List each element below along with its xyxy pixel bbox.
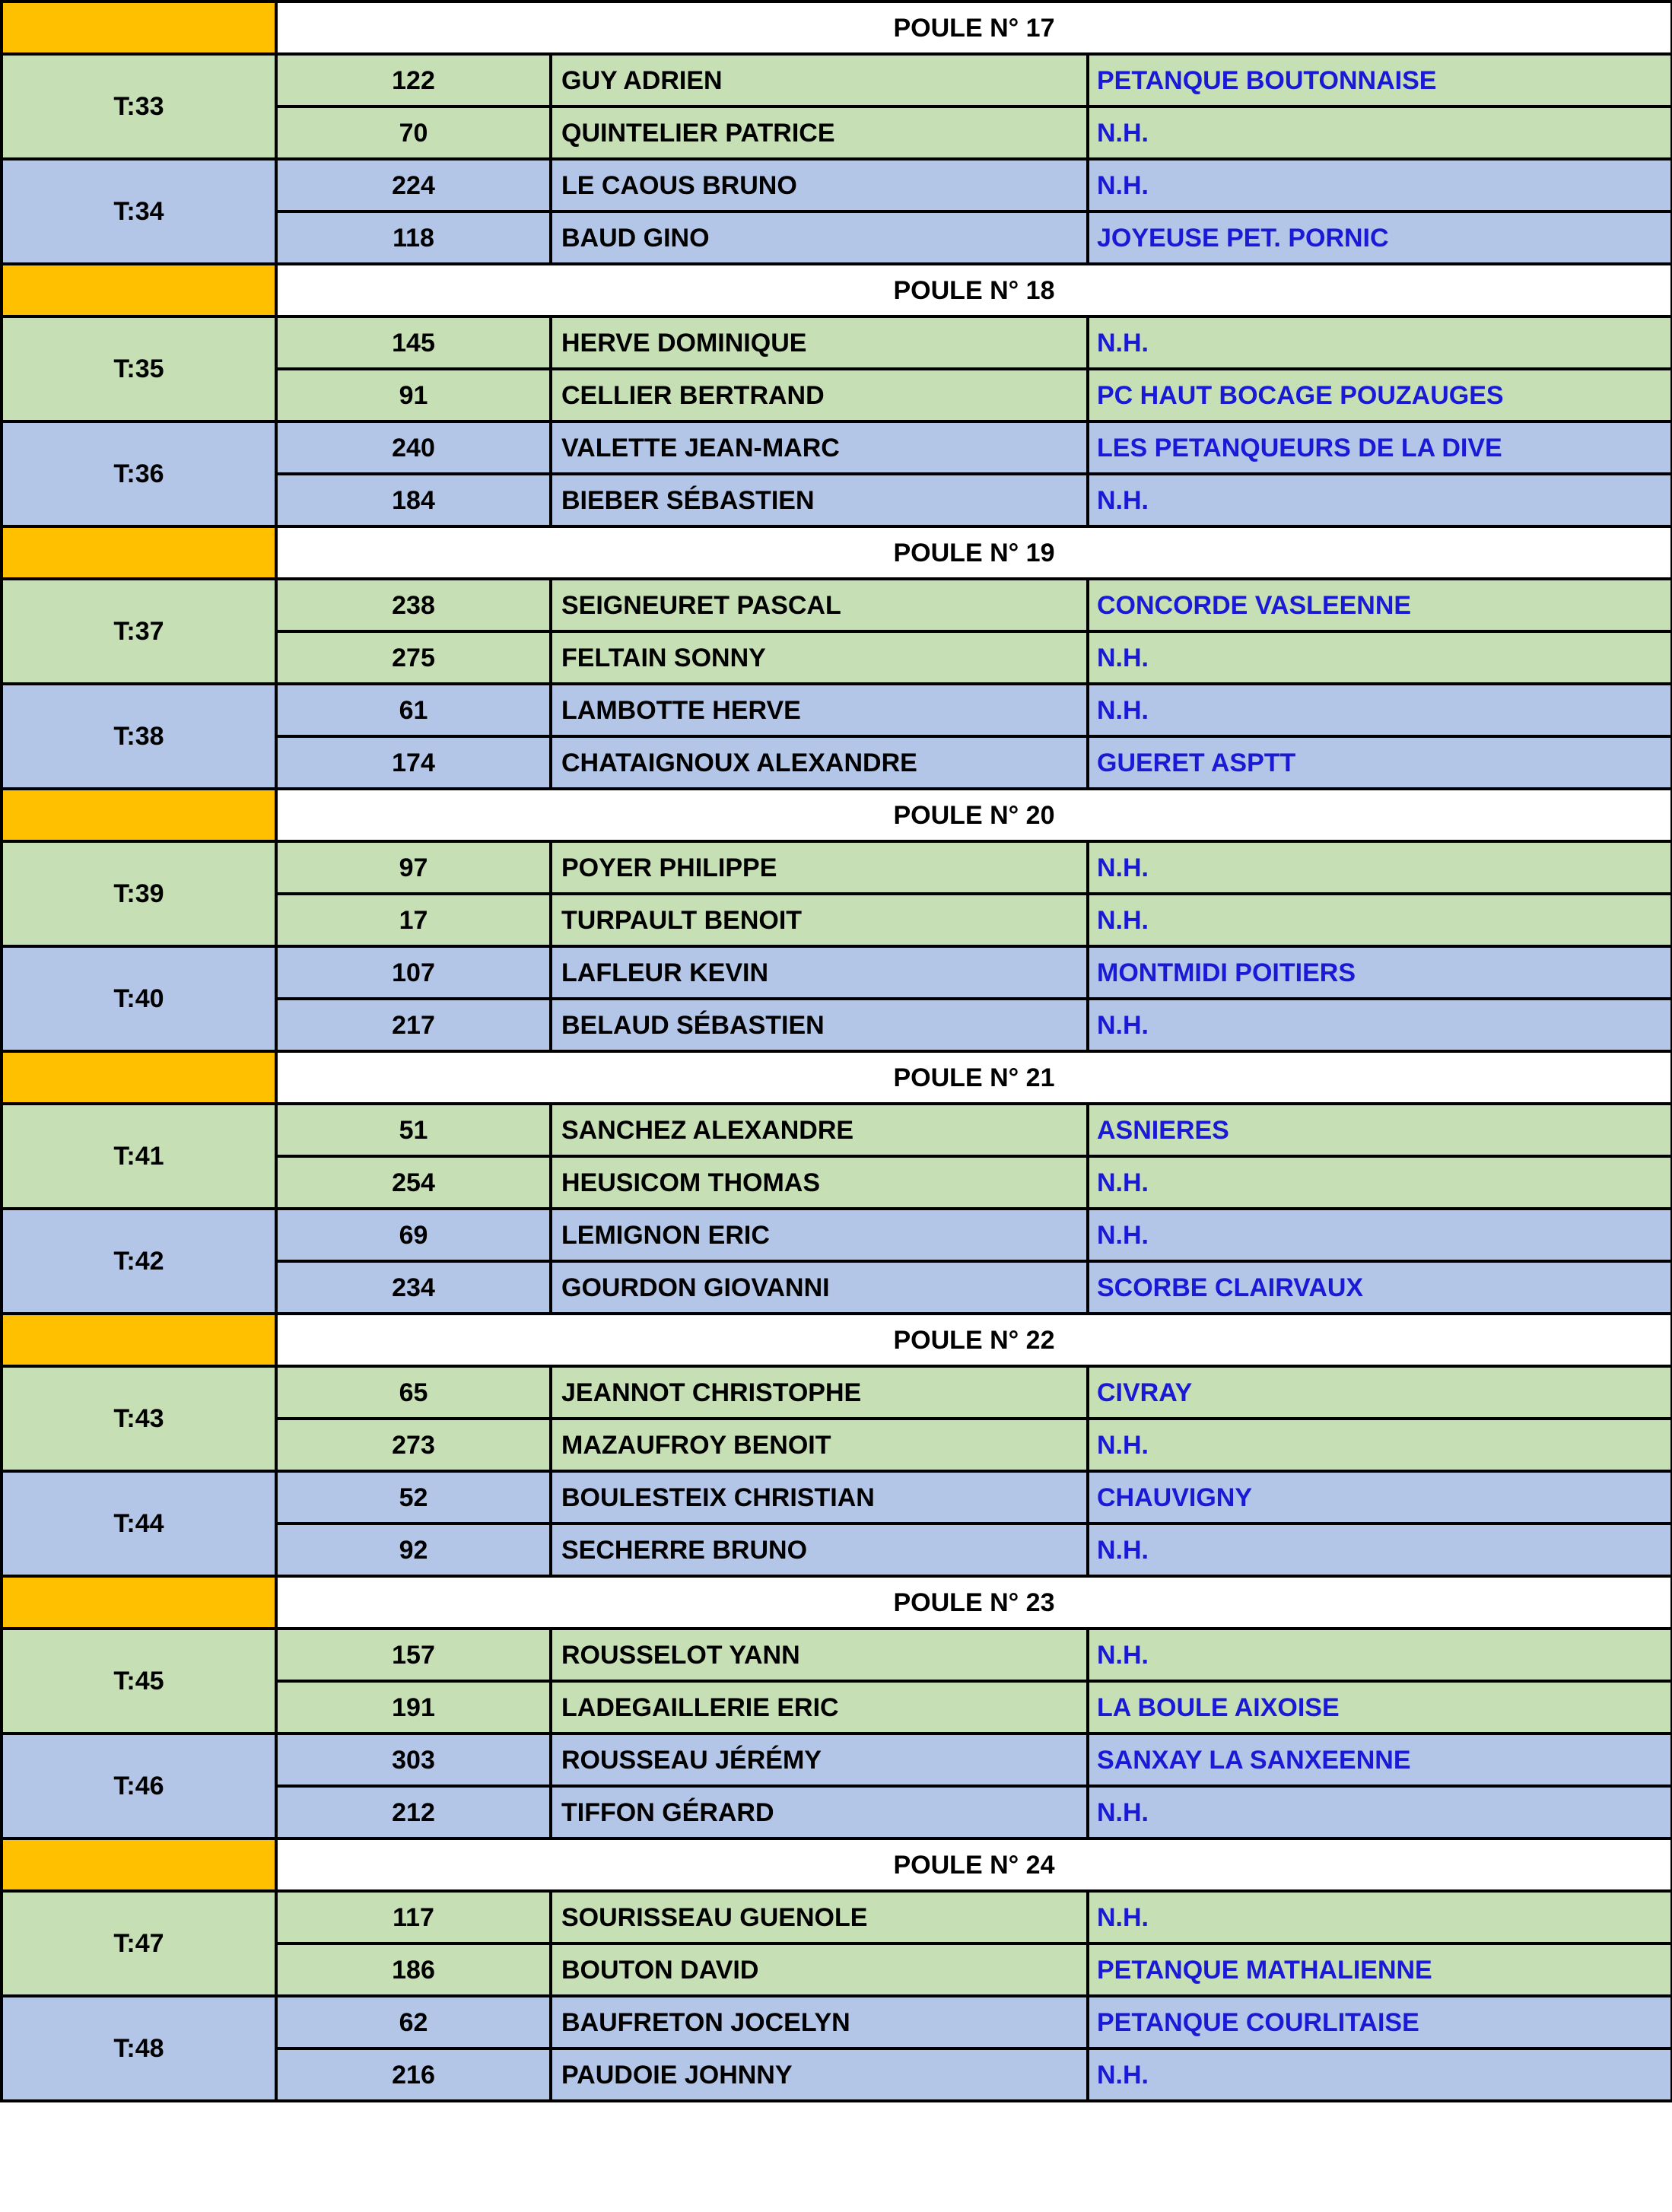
player-club: MONTMIDI POITIERS	[1088, 946, 1672, 999]
table-number-label: T:45	[2, 1629, 276, 1734]
player-number: 191	[276, 1681, 551, 1734]
player-number: 107	[276, 946, 551, 999]
poule-header-row	[2, 526, 1672, 579]
player-row	[2, 579, 1672, 631]
player-number: 186	[276, 1943, 551, 1996]
player-number: 122	[276, 54, 551, 106]
player-club: N.H.	[1088, 999, 1672, 1051]
table-number-label: T:38	[2, 684, 276, 789]
player-name: QUINTELIER PATRICE	[551, 106, 1088, 159]
poule-color-block	[2, 264, 276, 316]
player-club: N.H.	[1088, 106, 1672, 159]
table-number-label: T:48	[2, 1996, 276, 2101]
player-number: 273	[276, 1419, 551, 1471]
poule-title: POULE N° 21	[276, 1051, 1672, 1104]
table-number-label: T:33	[2, 54, 276, 159]
player-row	[2, 54, 1672, 106]
player-club: N.H.	[1088, 1419, 1672, 1471]
player-club: JOYEUSE PET. PORNIC	[1088, 211, 1672, 264]
player-name: VALETTE JEAN-MARC	[551, 421, 1088, 474]
player-row	[2, 1209, 1672, 1261]
player-name: PAUDOIE JOHNNY	[551, 2048, 1088, 2101]
player-name: POYER PHILIPPE	[551, 841, 1088, 894]
player-name: LADEGAILLERIE ERIC	[551, 1681, 1088, 1734]
poule-color-block	[2, 526, 276, 579]
player-name: BELAUD SÉBASTIEN	[551, 999, 1088, 1051]
player-club: CIVRAY	[1088, 1366, 1672, 1419]
table-number-label: T:44	[2, 1471, 276, 1576]
player-number: 70	[276, 106, 551, 159]
player-row	[2, 684, 1672, 736]
player-name: HEUSICOM THOMAS	[551, 1156, 1088, 1209]
player-number: 174	[276, 736, 551, 789]
player-name: MAZAUFROY BENOIT	[551, 1419, 1088, 1471]
player-name: SOURISSEAU GUENOLE	[551, 1891, 1088, 1943]
player-club: N.H.	[1088, 684, 1672, 736]
player-club: N.H.	[1088, 474, 1672, 526]
poule-title: POULE N° 17	[276, 2, 1672, 54]
player-row	[2, 421, 1672, 474]
player-number: 92	[276, 1524, 551, 1576]
player-club: LA BOULE AIXOISE	[1088, 1681, 1672, 1734]
player-row	[2, 1734, 1672, 1786]
player-name: ROUSSEAU JÉRÉMY	[551, 1734, 1088, 1786]
player-club: SANXAY LA SANXEENNE	[1088, 1734, 1672, 1786]
player-number: 62	[276, 1996, 551, 2048]
player-name: BAUD GINO	[551, 211, 1088, 264]
player-name: JEANNOT CHRISTOPHE	[551, 1366, 1088, 1419]
player-number: 238	[276, 579, 551, 631]
table-number-label: T:35	[2, 316, 276, 421]
poule-title: POULE N° 22	[276, 1314, 1672, 1366]
player-number: 51	[276, 1104, 551, 1156]
table-number-label: T:41	[2, 1104, 276, 1209]
player-number: 61	[276, 684, 551, 736]
player-number: 212	[276, 1786, 551, 1839]
player-club: CONCORDE VASLEENNE	[1088, 579, 1672, 631]
poule-color-block	[2, 2, 276, 54]
player-number: 184	[276, 474, 551, 526]
player-club: GUERET ASPTT	[1088, 736, 1672, 789]
player-name: HERVE DOMINIQUE	[551, 316, 1088, 369]
player-name: GOURDON GIOVANNI	[551, 1261, 1088, 1314]
player-club: PETANQUE MATHALIENNE	[1088, 1943, 1672, 1996]
poule-table-body	[2, 2, 1672, 2101]
player-name: GUY ADRIEN	[551, 54, 1088, 106]
player-number: 69	[276, 1209, 551, 1261]
player-club: SCORBE CLAIRVAUX	[1088, 1261, 1672, 1314]
table-number-label: T:37	[2, 579, 276, 684]
poule-color-block	[2, 789, 276, 841]
player-name: LEMIGNON ERIC	[551, 1209, 1088, 1261]
player-row	[2, 1891, 1672, 1943]
player-name: LAMBOTTE HERVE	[551, 684, 1088, 736]
player-number: 254	[276, 1156, 551, 1209]
player-number: 217	[276, 999, 551, 1051]
player-number: 240	[276, 421, 551, 474]
player-club: N.H.	[1088, 2048, 1672, 2101]
player-number: 97	[276, 841, 551, 894]
player-number: 157	[276, 1629, 551, 1681]
poule-title: POULE N° 24	[276, 1839, 1672, 1891]
player-name: LE CAOUS BRUNO	[551, 159, 1088, 211]
poule-title: POULE N° 20	[276, 789, 1672, 841]
player-number: 52	[276, 1471, 551, 1524]
player-row	[2, 1996, 1672, 2048]
poule-header-row	[2, 1839, 1672, 1891]
player-club: N.H.	[1088, 1786, 1672, 1839]
player-number: 224	[276, 159, 551, 211]
player-name: FELTAIN SONNY	[551, 631, 1088, 684]
table-number-label: T:40	[2, 946, 276, 1051]
player-club: PC HAUT BOCAGE POUZAUGES	[1088, 369, 1672, 421]
player-number: 65	[276, 1366, 551, 1419]
player-name: SECHERRE BRUNO	[551, 1524, 1088, 1576]
poule-header-row	[2, 1051, 1672, 1104]
poule-header-row	[2, 1576, 1672, 1629]
poule-title: POULE N° 18	[276, 264, 1672, 316]
player-number: 91	[276, 369, 551, 421]
player-name: SEIGNEURET PASCAL	[551, 579, 1088, 631]
player-name: TIFFON GÉRARD	[551, 1786, 1088, 1839]
player-club: N.H.	[1088, 316, 1672, 369]
poule-color-block	[2, 1314, 276, 1366]
poule-color-block	[2, 1576, 276, 1629]
player-name: BIEBER SÉBASTIEN	[551, 474, 1088, 526]
player-name: TURPAULT BENOIT	[551, 894, 1088, 946]
player-club: ASNIERES	[1088, 1104, 1672, 1156]
player-club: PETANQUE COURLITAISE	[1088, 1996, 1672, 2048]
player-number: 216	[276, 2048, 551, 2101]
player-club: N.H.	[1088, 1209, 1672, 1261]
poule-header-row	[2, 264, 1672, 316]
table-number-label: T:36	[2, 421, 276, 526]
player-club: N.H.	[1088, 894, 1672, 946]
player-name: BOUTON DAVID	[551, 1943, 1088, 1996]
player-row	[2, 1104, 1672, 1156]
table-number-label: T:42	[2, 1209, 276, 1314]
player-club: N.H.	[1088, 1891, 1672, 1943]
player-number: 17	[276, 894, 551, 946]
player-club: LES PETANQUEURS DE LA DIVE	[1088, 421, 1672, 474]
player-row	[2, 316, 1672, 369]
player-number: 234	[276, 1261, 551, 1314]
player-club: CHAUVIGNY	[1088, 1471, 1672, 1524]
poule-color-block	[2, 1839, 276, 1891]
player-number: 145	[276, 316, 551, 369]
player-number: 118	[276, 211, 551, 264]
poule-title: POULE N° 19	[276, 526, 1672, 579]
player-club: PETANQUE BOUTONNAISE	[1088, 54, 1672, 106]
player-name: CHATAIGNOUX ALEXANDRE	[551, 736, 1088, 789]
player-row	[2, 841, 1672, 894]
player-name: LAFLEUR KEVIN	[551, 946, 1088, 999]
player-name: ROUSSELOT YANN	[551, 1629, 1088, 1681]
player-club: N.H.	[1088, 1156, 1672, 1209]
player-club: N.H.	[1088, 159, 1672, 211]
player-club: N.H.	[1088, 1629, 1672, 1681]
table-number-label: T:39	[2, 841, 276, 946]
player-number: 117	[276, 1891, 551, 1943]
table-number-label: T:46	[2, 1734, 276, 1839]
player-row	[2, 1366, 1672, 1419]
player-name: SANCHEZ ALEXANDRE	[551, 1104, 1088, 1156]
poule-header-row	[2, 1314, 1672, 1366]
player-row	[2, 1629, 1672, 1681]
table-number-label: T:47	[2, 1891, 276, 1996]
poule-header-row	[2, 2, 1672, 54]
player-row	[2, 946, 1672, 999]
player-club: N.H.	[1088, 1524, 1672, 1576]
player-club: N.H.	[1088, 841, 1672, 894]
player-number: 275	[276, 631, 551, 684]
poule-header-row	[2, 789, 1672, 841]
player-name: BOULESTEIX CHRISTIAN	[551, 1471, 1088, 1524]
player-name: CELLIER BERTRAND	[551, 369, 1088, 421]
poule-color-block	[2, 1051, 276, 1104]
table-number-label: T:43	[2, 1366, 276, 1471]
player-row	[2, 159, 1672, 211]
player-number: 303	[276, 1734, 551, 1786]
player-name: BAUFRETON JOCELYN	[551, 1996, 1088, 2048]
table-number-label: T:34	[2, 159, 276, 264]
poule-title: POULE N° 23	[276, 1576, 1672, 1629]
player-club: N.H.	[1088, 631, 1672, 684]
player-row	[2, 1471, 1672, 1524]
